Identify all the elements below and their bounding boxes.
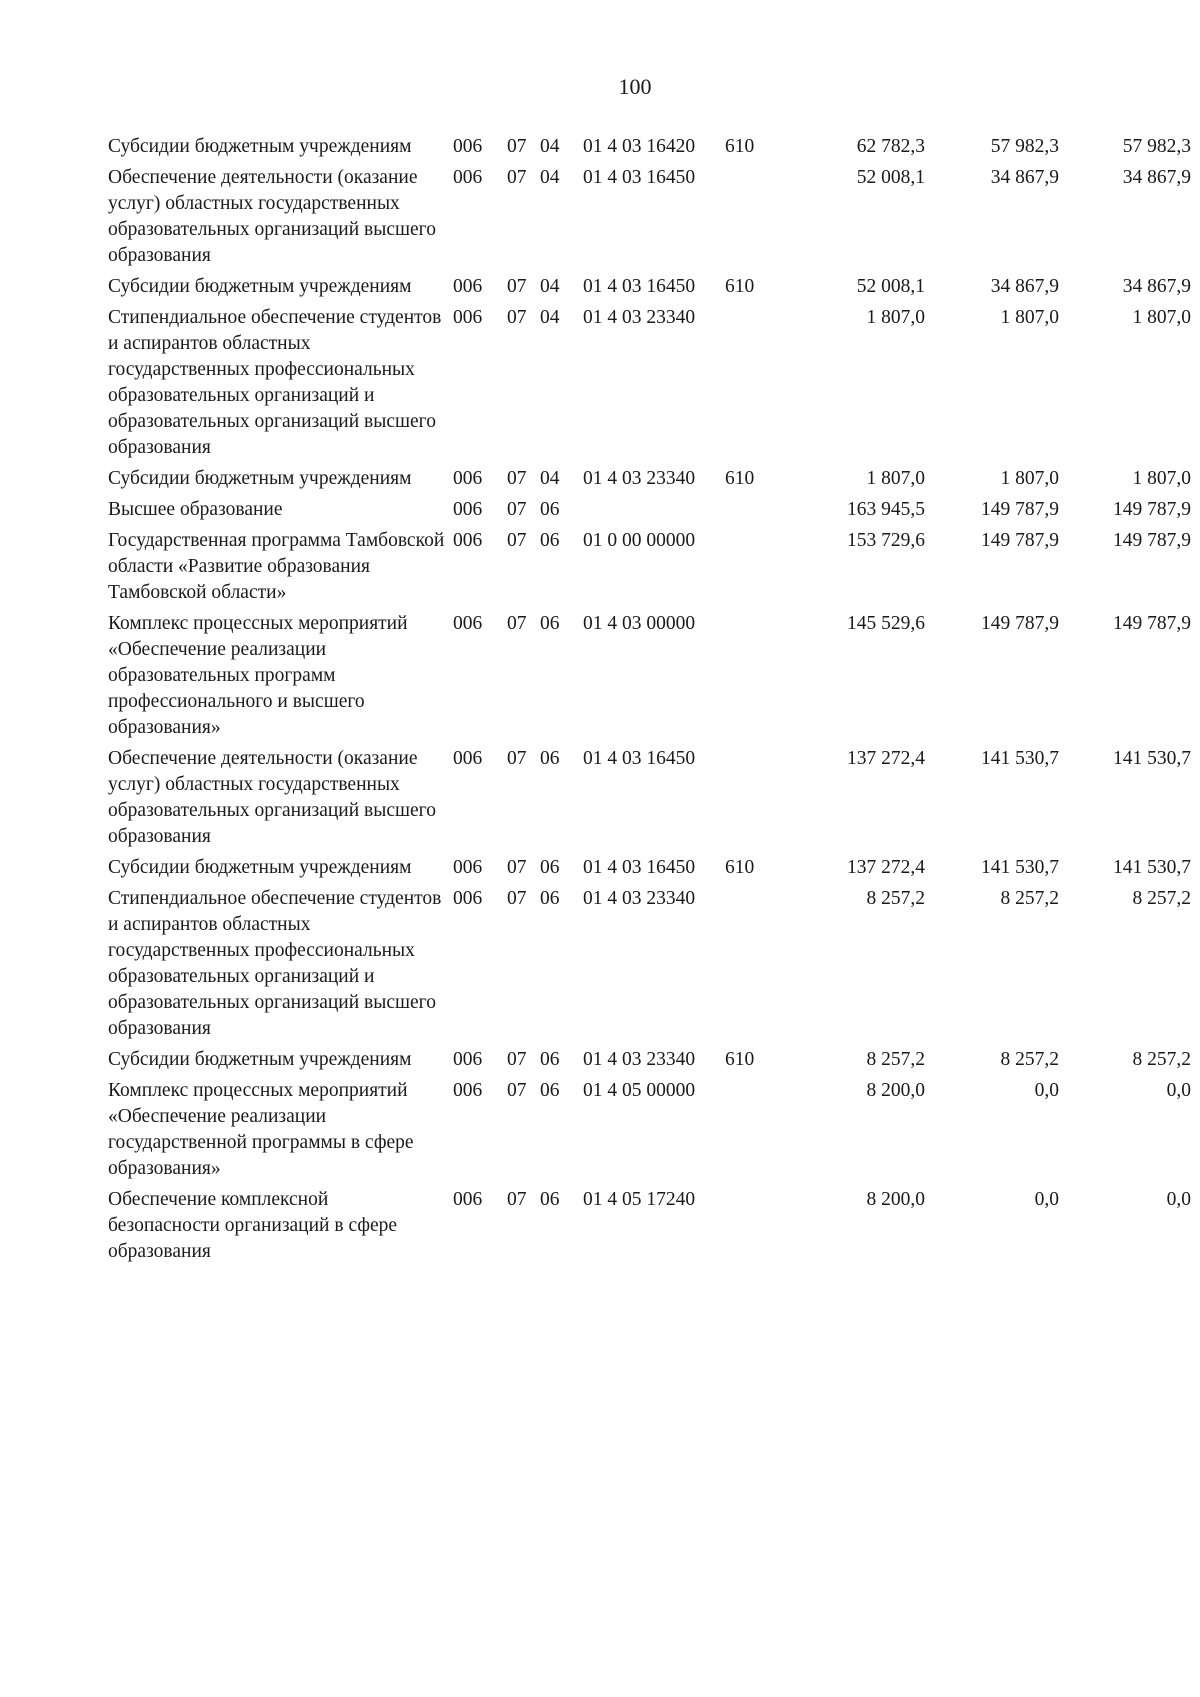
section-code-cell: 07	[507, 1049, 527, 1070]
amount-year1-cell: 1 807,0	[866, 307, 925, 328]
section-code-cell: 07	[507, 1189, 527, 1210]
amount-year3-cell: 57 982,3	[1122, 136, 1191, 157]
table-body	[108, 134, 1191, 1270]
amount-year3-cell: 1 807,0	[1132, 307, 1191, 328]
page-number: 100	[618, 74, 652, 99]
target-article-cell: 01 4 03 23340	[583, 307, 696, 328]
amount-year1-cell: 145 529,6	[847, 613, 925, 634]
target-article-cell: 01 4 05 17240	[583, 1189, 696, 1210]
subsection-code-cell: 06	[540, 1049, 560, 1070]
amount-year1-cell: 8 200,0	[866, 1189, 925, 1210]
amount-year1-cell: 137 272,4	[847, 748, 925, 769]
table-row	[108, 528, 1191, 611]
amount-year1-cell: 8 257,2	[866, 888, 925, 909]
expense-type-cell	[725, 1078, 773, 1187]
amount-year3-cell: 141 530,7	[1113, 857, 1191, 878]
table-row	[108, 466, 1191, 497]
target-article-cell: 01 4 05 00000	[583, 1080, 696, 1101]
section-code-cell: 07	[507, 167, 527, 188]
grbs-code-cell: 006	[453, 167, 483, 188]
table-row	[108, 305, 1191, 466]
section-code-cell: 07	[507, 613, 527, 634]
row-name-cell: Субсидии бюджетным учреждениям	[108, 276, 412, 297]
section-code-cell: 07	[507, 307, 527, 328]
subsection-code-cell: 06	[540, 857, 560, 878]
grbs-code-cell: 006	[453, 888, 483, 909]
expense-type-cell: 610	[725, 857, 755, 878]
grbs-code-cell: 006	[453, 276, 483, 297]
target-article-cell: 01 0 00 00000	[583, 530, 696, 551]
row-name-cell: Субсидии бюджетным учреждениям	[108, 1049, 412, 1070]
grbs-code-cell: 006	[453, 499, 483, 520]
table-row	[108, 165, 1191, 274]
expense-type-cell: 610	[725, 136, 755, 157]
amount-year2-cell: 1 807,0	[1000, 468, 1059, 489]
amount-year2-cell: 141 530,7	[981, 748, 1059, 769]
amount-year3-cell: 141 530,7	[1113, 748, 1191, 769]
row-name-cell: Стипендиальное обеспечение студентов и аспирантов областных государственных профессиональных образовательных организаций и образовательных организаций высшего образования	[108, 888, 442, 1039]
amount-year2-cell: 141 530,7	[981, 857, 1059, 878]
amount-year3-cell: 0,0	[1166, 1080, 1191, 1101]
grbs-code-cell: 006	[453, 1080, 483, 1101]
subsection-code-cell: 06	[540, 1189, 560, 1210]
target-article-cell	[583, 497, 725, 528]
expense-type-cell	[725, 497, 773, 528]
grbs-code-cell: 006	[453, 136, 483, 157]
amount-year2-cell: 57 982,3	[990, 136, 1059, 157]
expense-type-cell	[725, 1187, 773, 1270]
table-row	[108, 746, 1191, 855]
amount-year1-cell: 62 782,3	[856, 136, 925, 157]
target-article-cell: 01 4 03 16450	[583, 276, 696, 297]
amount-year1-cell: 163 945,5	[847, 499, 925, 520]
table-row	[108, 497, 1191, 528]
expense-type-cell	[725, 528, 773, 611]
target-article-cell: 01 4 03 16450	[583, 748, 696, 769]
section-code-cell: 07	[507, 857, 527, 878]
amount-year1-cell: 8 257,2	[866, 1049, 925, 1070]
section-code-cell: 07	[507, 1080, 527, 1101]
expense-type-cell: 610	[725, 1049, 755, 1070]
table-row	[108, 1187, 1191, 1270]
amount-year1-cell: 1 807,0	[866, 468, 925, 489]
target-article-cell: 01 4 03 23340	[583, 1049, 696, 1070]
row-name-cell: Стипендиальное обеспечение студентов и аспирантов областных государственных профессиональных образовательных организаций и образовательных организаций высшего образования	[108, 307, 442, 458]
target-article-cell: 01 4 03 00000	[583, 613, 696, 634]
amount-year3-cell: 34 867,9	[1122, 276, 1191, 297]
table-row	[108, 1078, 1191, 1187]
amount-year1-cell: 8 200,0	[866, 1080, 925, 1101]
amount-year3-cell: 8 257,2	[1132, 888, 1191, 909]
amount-year2-cell: 0,0	[1034, 1189, 1059, 1210]
expense-type-cell	[725, 746, 773, 855]
amount-year1-cell: 153 729,6	[847, 530, 925, 551]
amount-year3-cell: 1 807,0	[1132, 468, 1191, 489]
budget-table	[108, 134, 1191, 1270]
row-name-cell: Субсидии бюджетным учреждениям	[108, 136, 412, 157]
section-code-cell: 07	[507, 748, 527, 769]
row-name-cell: Комплекс процессных мероприятий «Обеспечение реализации государственной программы в сфере образования»	[108, 1080, 414, 1179]
row-name-cell: Государственная программа Тамбовской области «Развитие образования Тамбовской области»	[108, 530, 445, 603]
target-article-cell: 01 4 03 16450	[583, 167, 696, 188]
subsection-code-cell: 06	[540, 613, 560, 634]
subsection-code-cell: 04	[540, 468, 560, 489]
amount-year2-cell: 34 867,9	[990, 167, 1059, 188]
amount-year2-cell: 8 257,2	[1000, 888, 1059, 909]
table-row	[108, 611, 1191, 746]
subsection-code-cell: 04	[540, 136, 560, 157]
section-code-cell: 07	[507, 276, 527, 297]
section-code-cell: 07	[507, 136, 527, 157]
amount-year2-cell: 149 787,9	[981, 613, 1059, 634]
grbs-code-cell: 006	[453, 1189, 483, 1210]
subsection-code-cell: 06	[540, 888, 560, 909]
amount-year3-cell: 149 787,9	[1113, 530, 1191, 551]
amount-year2-cell: 8 257,2	[1000, 1049, 1059, 1070]
amount-year3-cell: 0,0	[1166, 1189, 1191, 1210]
target-article-cell: 01 4 03 23340	[583, 468, 696, 489]
row-name-cell: Обеспечение комплексной безопасности организаций в сфере образования	[108, 1189, 398, 1262]
grbs-code-cell: 006	[453, 857, 483, 878]
section-code-cell: 07	[507, 530, 527, 551]
amount-year1-cell: 137 272,4	[847, 857, 925, 878]
grbs-code-cell: 006	[453, 530, 483, 551]
target-article-cell: 01 4 03 23340	[583, 888, 696, 909]
expense-type-cell: 610	[725, 468, 755, 489]
amount-year3-cell: 8 257,2	[1132, 1049, 1191, 1070]
row-name-cell: Обеспечение деятельности (оказание услуг) областных государственных образовательных организаций высшего образования	[108, 748, 436, 847]
grbs-code-cell: 006	[453, 307, 483, 328]
grbs-code-cell: 006	[453, 468, 483, 489]
subsection-code-cell: 06	[540, 530, 560, 551]
amount-year1-cell: 52 008,1	[856, 167, 925, 188]
amount-year2-cell: 149 787,9	[981, 530, 1059, 551]
amount-year2-cell: 1 807,0	[1000, 307, 1059, 328]
table-row	[108, 274, 1191, 305]
amount-year2-cell: 149 787,9	[981, 499, 1059, 520]
row-name-cell: Субсидии бюджетным учреждениям	[108, 857, 412, 878]
section-code-cell: 07	[507, 888, 527, 909]
amount-year3-cell: 149 787,9	[1113, 613, 1191, 634]
grbs-code-cell: 006	[453, 748, 483, 769]
target-article-cell: 01 4 03 16420	[583, 136, 696, 157]
expense-type-cell	[725, 886, 773, 1047]
expense-type-cell	[725, 305, 773, 466]
row-name-cell: Обеспечение деятельности (оказание услуг) областных государственных образовательных организаций высшего образования	[108, 167, 436, 266]
table-row	[108, 134, 1191, 165]
expense-type-cell	[725, 611, 773, 746]
expense-type-cell: 610	[725, 276, 755, 297]
row-name-cell: Субсидии бюджетным учреждениям	[108, 468, 412, 489]
subsection-code-cell: 06	[540, 1080, 560, 1101]
expense-type-cell	[725, 165, 773, 274]
grbs-code-cell: 006	[453, 613, 483, 634]
amount-year2-cell: 0,0	[1034, 1080, 1059, 1101]
amount-year1-cell: 52 008,1	[856, 276, 925, 297]
amount-year3-cell: 149 787,9	[1113, 499, 1191, 520]
subsection-code-cell: 06	[540, 499, 560, 520]
table-row	[108, 855, 1191, 886]
section-code-cell: 07	[507, 499, 527, 520]
subsection-code-cell: 04	[540, 276, 560, 297]
grbs-code-cell: 006	[453, 1049, 483, 1070]
table-row	[108, 1047, 1191, 1078]
subsection-code-cell: 06	[540, 748, 560, 769]
amount-year2-cell: 34 867,9	[990, 276, 1059, 297]
table-row	[108, 886, 1191, 1047]
amount-year3-cell: 34 867,9	[1122, 167, 1191, 188]
subsection-code-cell: 04	[540, 307, 560, 328]
subsection-code-cell: 04	[540, 167, 560, 188]
row-name-cell: Комплекс процессных мероприятий «Обеспечение реализации образовательных программ профессионального и высшего образования»	[108, 613, 408, 738]
row-name-cell: Высшее образование	[108, 499, 283, 520]
target-article-cell: 01 4 03 16450	[583, 857, 696, 878]
section-code-cell: 07	[507, 468, 527, 489]
